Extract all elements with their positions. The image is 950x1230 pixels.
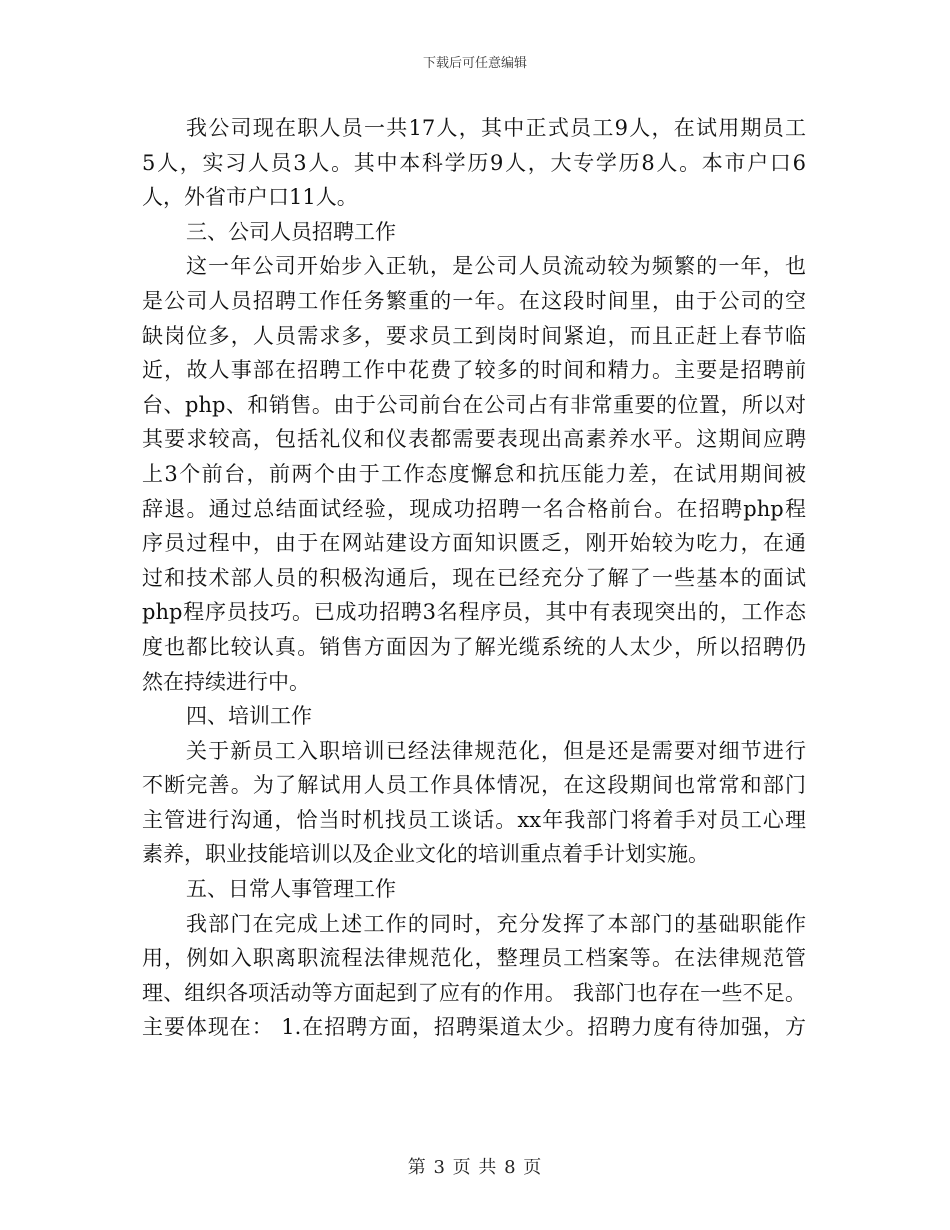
text-line: 然在持续进行中。 bbox=[142, 669, 310, 694]
text-line: 这一年公司开始步入正轨，是公司人员流动较为频繁的一年，也 bbox=[186, 254, 806, 279]
text-line: 三、公司人员招聘工作 bbox=[186, 219, 396, 244]
text-line: 度也都比较认真。销售方面因为了解光缆系统的人太少，所以招聘仍 bbox=[142, 634, 806, 659]
text-line: 台、php、和销售。由于公司前台在公司占有非常重要的位置，所以对 bbox=[142, 392, 806, 417]
text-line: 过和技术部人员的积极沟通后，现在已经充分了解了一些基本的面试 bbox=[142, 565, 806, 590]
text-line: 我部门在完成上述工作的同时，充分发挥了本部门的基础职能作 bbox=[186, 911, 806, 936]
page-header-note: 下载后可任意编辑 bbox=[422, 56, 527, 71]
text-line: 关于新员工入职培训已经法律规范化，但是还是需要对细节进行 bbox=[186, 738, 806, 763]
text-line: 人，外省市户口11人。 bbox=[142, 185, 358, 210]
text-line: 序员过程中，由于在网站建设方面知识匮乏，刚开始较为吃力，在通 bbox=[142, 531, 806, 556]
page-number-footer: 第 3 页 共 8 页 bbox=[407, 1157, 543, 1178]
text-line: 用，例如入职离职流程法律规范化，整理员工档案等。在法律规范管 bbox=[142, 946, 806, 971]
text-line: 理、组织各项活动等方面起到了应有的作用。 我部门也存在一些不足。 bbox=[142, 980, 806, 1005]
text-line: 5人，实习人员3人。其中本科学历9人，大专学历8人。本市户口6 bbox=[142, 150, 806, 175]
text-line: 辞退。通过总结面试经验，现成功招聘一名合格前台。在招聘php程 bbox=[142, 496, 806, 521]
text-line: 缺岗位多，人员需求多，要求员工到岗时间紧迫，而且正赶上春节临 bbox=[142, 323, 806, 348]
text-line: 四、培训工作 bbox=[186, 704, 312, 729]
text-line: 其要求较高，包括礼仪和仪表都需要表现出高素养水平。这期间应聘 bbox=[142, 427, 806, 452]
text-line: 素养，职业技能培训以及企业文化的培训重点着手计划实施。 bbox=[142, 842, 709, 867]
document-body bbox=[142, 111, 806, 1045]
text-line: 上3个前台，前两个由于工作态度懈怠和抗压能力差，在试用期间被 bbox=[142, 461, 806, 486]
text-line: 是公司人员招聘工作任务繁重的一年。在这段时间里，由于公司的空 bbox=[142, 288, 806, 313]
text-line: 近，故人事部在招聘工作中花费了较多的时间和精力。主要是招聘前 bbox=[142, 358, 806, 383]
text-line: 五、日常人事管理工作 bbox=[186, 877, 396, 902]
text-line: 不断完善。为了解试用人员工作具体情况，在这段期间也常常和部门 bbox=[142, 773, 806, 798]
text-line: 我公司现在职人员一共17人，其中正式员工9人，在试用期员工 bbox=[186, 116, 806, 140]
text-line: 主要体现在： 1.在招聘方面，招聘渠道太少。招聘力度有待加强，方 bbox=[142, 1015, 806, 1040]
text-line: php程序员技巧。已成功招聘3名程序员，其中有表现突出的，工作态 bbox=[142, 600, 806, 625]
text-line: 主管进行沟通，恰当时机找员工谈话。xx年我部门将着手对员工心理 bbox=[142, 807, 806, 832]
